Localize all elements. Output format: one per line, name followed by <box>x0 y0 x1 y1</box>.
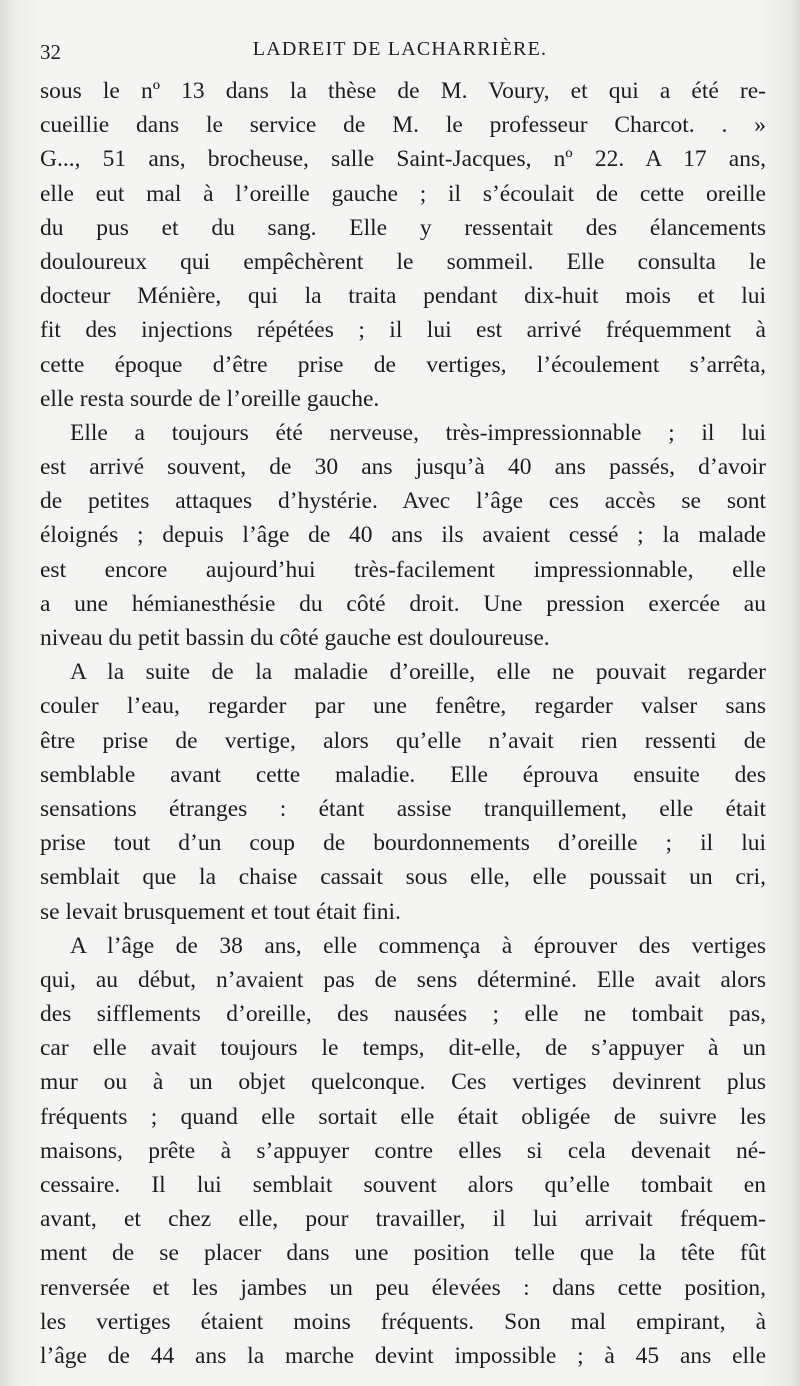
page-header <box>40 36 760 70</box>
text-line: couler l’eau, regarder par une fenêtre, regarder valser sans <box>40 693 766 720</box>
text-line: ment de se placer dans une position telle que la tête fût <box>40 1240 766 1267</box>
body-text <box>40 74 766 1373</box>
text-line: de petites attaques d’hystérie. Avec l’âge ces accès se sont <box>40 488 766 515</box>
text-line: fit des injections répétées ; il lui est arrivé fréquemment à <box>40 317 766 344</box>
text-line: fréquents ; quand elle sortait elle était obligée de suivre les <box>40 1103 766 1130</box>
text-line: prise tout d’un coup de bourdonnements d’oreille ; il lui <box>40 830 766 857</box>
text-line: les vertiges étaient moins fréquents. Son mal empirant, à <box>40 1308 766 1335</box>
text-line: qui, au début, n’avaient pas de sens déterminé. Elle avait alors <box>40 966 766 993</box>
text-line: A la suite de la maladie d’oreille, elle ne pouvait regarder <box>70 659 766 686</box>
text-line: du pus et du sang. Elle y ressentait des élancements <box>40 214 766 241</box>
text-line: semblait que la chaise cassait sous elle, elle poussait un cri, <box>40 864 766 891</box>
text-line: est arrivé souvent, de 30 ans jusqu’à 40 ans passés, d’avoir <box>40 454 766 481</box>
text-line: niveau du petit bassin du côté gauche est douloureuse. <box>40 625 550 651</box>
text-line: cessaire. Il lui semblait souvent alors qu’elle tombait en <box>40 1172 766 1198</box>
text-line: A l’âge de 38 ans, elle commença à éprouver des vertiges <box>70 932 766 959</box>
text-line: semblable avant cette maladie. Elle éprouva ensuite des <box>40 761 766 788</box>
text-line: Elle a toujours été nerveuse, très-impressionnable ; il lui <box>70 419 766 446</box>
text-line: sensations étranges : étant assise tranquillement, elle était <box>40 795 766 822</box>
text-line: renversée et les jambes un peu élevées : dans cette position, <box>40 1274 766 1301</box>
text-line: G..., 51 ans, brocheuse, salle Saint-Jacques, nº 22. A 17 ans, <box>40 146 766 173</box>
text-line: se levait brusquement et tout était fini. <box>40 898 401 925</box>
text-line: douloureux qui empêchèrent le sommeil. Elle consulta le <box>40 248 766 275</box>
text-line: cette époque d’être prise de vertiges, l’écoulement s’arrêta, <box>40 351 766 378</box>
text-line: des sifflements d’oreille, des nausées ; elle ne tombait pas, <box>40 1001 766 1028</box>
running-head: LADREIT DE LACHARRIÈRE. <box>252 38 548 60</box>
text-line: l’âge de 44 ans la marche devint impossible ; à 45 ans elle <box>40 1342 766 1369</box>
text-line: être prise de vertige, alors qu’elle n’avait rien ressenti de <box>40 727 766 754</box>
text-line: avant, et chez elle, pour travailler, il lui arrivait fréquem- <box>40 1206 766 1233</box>
text-line: docteur Ménière, qui la traita pendant dix-huit mois et lui <box>40 283 766 310</box>
text-line: éloignés ; depuis l’âge de 40 ans ils avaient cessé ; la malade <box>40 522 766 549</box>
text-line: mur ou à un objet quelconque. Ces vertiges devinrent plus <box>40 1069 766 1096</box>
text-line: car elle avait toujours le temps, dit-elle, de s’appuyer à un <box>40 1035 766 1062</box>
page-number: 32 <box>40 40 61 64</box>
text-line: cueillie dans le service de M. le professeur Charcot. . » <box>40 112 766 139</box>
text-line: est encore aujourd’hui très-facilement impressionnable, elle <box>40 556 766 583</box>
text-line: elle resta sourde de l’oreille gauche. <box>40 385 380 412</box>
text-line: sous le nº 13 dans la thèse de M. Voury, et qui a été re- <box>40 78 766 104</box>
text-line: elle eut mal à l’oreille gauche ; il s’écoulait de cette oreille <box>40 180 766 207</box>
text-line: maisons, prête à s’appuyer contre elles si cela devenait né- <box>40 1137 766 1164</box>
text-line: a une hémianesthésie du côté droit. Une pression exercée au <box>40 590 766 617</box>
